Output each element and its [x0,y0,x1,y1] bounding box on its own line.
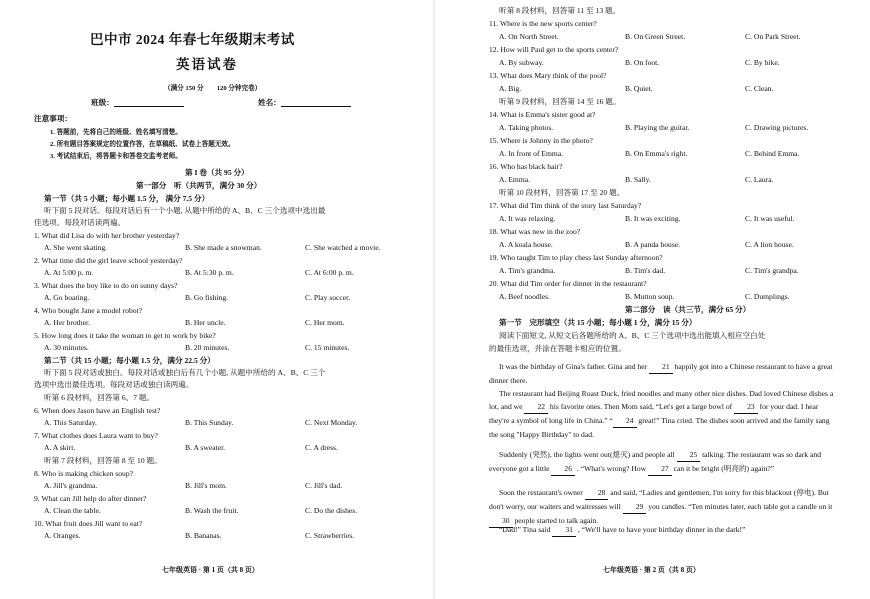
option-a[interactable]: A. Emma. [499,175,531,184]
cloze-blank-25[interactable]: 25 [677,448,701,462]
section1-instruction: 听下面 5 段对话。每段对话后有一个小题, 从题中所给的 A、B、C 三个选项中选出最 [44,206,326,215]
option-c[interactable]: C. Tim's grandpa. [745,266,799,275]
question: 13. What does Mary think of the pool? [489,71,607,80]
name-blank[interactable] [281,98,351,107]
option-b[interactable]: B. Go fishing. [185,293,229,302]
option-a[interactable]: A. She went skating. [44,243,108,252]
option-c[interactable]: C. Do the dishes. [305,506,358,515]
option-a[interactable]: A. Her brother. [44,318,90,327]
question: 7. What clothes does Laura want to buy? [34,431,158,440]
option-c[interactable]: C. Behind Emma. [745,149,800,158]
option-a[interactable]: A. Big. [499,84,522,93]
option-b[interactable]: B. Jill's mom. [185,481,227,490]
option-c[interactable]: C. She watched a movie. [305,243,381,252]
option-c[interactable]: C. By bike. [745,58,780,67]
cloze-paragraph: Suddenly (突然), the lights went out(熄灭) and people all 25 talking. The restaurant was so dark and everyone got a little 26 . “What's wrong? How 27 can it be bright (明亮的) again?” [489,448,839,476]
cloze-paragraph: “Dad!” Tina said 31 , “We'll have to have your birthday dinner in the dark!” [489,523,839,537]
option-b[interactable]: B. Playing the guitar. [625,123,690,132]
section3-title: 第一节 完形填空（共 15 小题；每小题 1 分，满分 15 分） [499,318,697,327]
option-b[interactable]: B. A panda house. [625,240,681,249]
note-item: 3. 考试结束后，将答题卡和答卷交监考老师。 [50,153,182,160]
option-b[interactable]: B. Wash the fruit. [185,506,239,515]
option-c[interactable]: C. Dumplings. [745,292,790,301]
question: 18. What was new in the zoo? [489,227,581,236]
section3-instruction: 的最佳选项，并涂在答题卡相应的位置。 [489,344,626,353]
part1-title: 第一部分 听（共两节，满分 30 分） [136,181,262,190]
name-field [258,98,351,107]
question: 4. Who bought Jane a model robot? [34,306,143,315]
option-b[interactable]: B. On Emma's right. [625,149,688,158]
option-b[interactable]: B. A sweater. [185,443,226,452]
option-c[interactable]: C. On Park Street. [745,32,801,41]
option-a[interactable]: A. Tim's grandma. [499,266,556,275]
cloze-blank-30[interactable]: 30 [489,514,513,528]
option-a[interactable]: A. 30 minutes. [44,343,89,352]
option-b[interactable]: B. Tim's dad. [625,266,666,275]
option-c[interactable]: C. A dress. [305,443,338,452]
option-c[interactable]: C. It was useful. [745,214,795,223]
option-b[interactable]: B. It was exciting. [625,214,681,223]
section2-title: 第二节（共 15 小题；每小题 1.5 分，满分 22.5 分） [44,356,215,365]
option-a[interactable]: A. Go boating. [44,293,90,302]
section1-instruction: 佳选项。每段对话读两遍。 [34,218,126,227]
class-blank[interactable] [114,98,184,107]
notes-title: 注意事项： [34,114,72,123]
section1-title: 第一节（共 5 小题；每小题 1.5 分， 满分 7.5 分） [44,194,210,203]
cloze-blank-21[interactable]: 21 [649,360,673,374]
question: 20. What did Tim order for dinner in the restaurant? [489,279,647,288]
listening-instruction: 听第 10 段材料，回答第 17 至 20 题。 [499,188,625,197]
cloze-blank-26[interactable]: 26 [551,462,575,476]
question: 3. What does the boy like to do on sunny days? [34,281,178,290]
cloze-blank-31[interactable]: 31 [552,523,576,537]
cloze-paragraph: Soon the restaurant's owner 28 and said, “Ladies and gentlemen, I'm sorry for this blackout (停电). But don't worry, our waiters and waitresses will 29 you candles. “Ten minutes later, each table got a candle on it 30 people started to talk again. [489,486,839,528]
question: 19. Who taught Tim to play chess last Sunday afternoon? [489,253,663,262]
cloze-blank-24[interactable]: 24 [613,414,637,428]
exam-subject-title: 英语试卷 [176,57,238,72]
question: 15. Where is Johnny in the photo? [489,136,593,145]
option-c[interactable]: C. Laura. [745,175,774,184]
option-a[interactable]: A. On North Street. [499,32,559,41]
option-c[interactable]: C. A lion house. [745,240,794,249]
option-c[interactable]: C. At 6:00 p. m. [305,268,354,277]
cloze-blank-23[interactable]: 23 [734,400,758,414]
option-b[interactable]: B. This Sunday. [185,418,234,427]
question: 14. What is Emma's sister good at? [489,110,596,119]
class-field [91,98,184,107]
listening-instruction: 听第 7 段材料，回答第 8 至 10 题。 [44,456,162,465]
option-b[interactable]: B. Her uncle. [185,318,226,327]
section2-instruction: 听下面 5 段对话或独白。每段对话或独白后有几个小题, 从题中所给的 A、B、C 三个 [44,368,326,377]
name-label: 姓名： [258,98,281,107]
note-item: 1. 答题前，先将自己的班级、姓名填写清楚。 [50,129,182,136]
question: 10. What fruit does Jill want to eat? [34,519,143,528]
option-c[interactable]: C. Her mom. [305,318,345,327]
option-c[interactable]: C. Clean. [745,84,774,93]
class-label: 班级： [91,98,114,107]
option-b[interactable]: B. Sally. [625,175,651,184]
option-b[interactable]: B. At 5:30 p. m. [185,268,234,277]
option-b[interactable]: B. Mutton soup. [625,292,675,301]
option-a[interactable]: A. Beef noodles. [499,292,551,301]
option-b[interactable]: B. Quiet. [625,84,653,93]
option-a[interactable]: A. In front of Emma. [499,149,564,158]
page-footer: 七年级英语 · 第 1 页（共 8 页） [162,566,259,574]
option-a[interactable]: A. This Saturday. [44,418,97,427]
question: 8. Who is making chicken soup? [34,469,133,478]
cloze-paragraph: It was the birthday of Gina's father. Gina and her 21 happily got into a Chinese restaurant to have a great dinner there. [489,362,833,385]
exam-title: 巴中市 2024 年春七年级期末考试 [90,32,295,47]
question: 6. When does Jason have an English test? [34,406,161,415]
cloze-blank-28[interactable]: 28 [585,486,609,500]
option-a[interactable]: A. Oranges. [44,531,81,540]
part2-title: 第二部分 读（共三节，满分 65 分） [625,305,751,314]
option-a[interactable]: A. By subway. [499,58,544,67]
option-c[interactable]: C. Strawberries. [305,531,355,540]
question: 9. What can Jill help do after dinner? [34,494,147,503]
cloze-blank-22[interactable]: 22 [524,400,548,414]
option-c[interactable]: C. Jill's dad. [305,481,343,490]
option-c[interactable]: C. Play soccer. [305,293,351,302]
option-a[interactable]: A. A skirt. [44,443,76,452]
note-item: 2. 所有题目答案规定的位置作答，在草稿纸、试卷上答题无效。 [50,141,235,148]
option-a[interactable]: A. Taking photos. [499,123,554,132]
option-a[interactable]: A. It was relaxing. [499,214,556,223]
option-b[interactable]: B. On foot. [625,58,660,67]
option-c[interactable]: C. Next Monday. [305,418,358,427]
question: 11. Where is the new sports center? [489,19,597,28]
option-a[interactable]: A. A koala house. [499,240,553,249]
option-a[interactable]: A. At 5:00 p. m. [44,268,94,277]
option-c[interactable]: C. 15 minutes. [305,343,350,352]
cloze-paragraph: The restaurant had Beijing Roast Duck, fried noodles and many other nice dishes. Dad loved Chinese dishes a lot, and we 22 his favorite ones. Then Mom said, “Let's get a large bowl of 23 for your dad. I hear they're a symbol of long life in China.” “ 24 great!” Tina cried. The dishes soon arrived and the family sang the song "Happy Birthday" to dad. [489,389,834,439]
question: 5. How long does it take the woman to get to work by bike? [34,331,216,340]
option-b[interactable]: B. 20 minutes. [185,343,230,352]
listening-instruction: 听第 9 段材料，回答第 14 至 16 题。 [499,97,621,106]
section2-instruction: 选项中选出最佳选项。每段对话或独白读两遍。 [34,380,194,389]
question: 2. What time did the girl leave school yesterday? [34,256,183,265]
cloze-blank-27[interactable]: 27 [648,462,672,476]
question: 1. What did Lisa do with her brother yesterday? [34,231,180,240]
option-a[interactable]: A. Clean the table. [44,506,101,515]
question: 16. Who has black hair? [489,162,563,171]
option-b[interactable]: B. She made a snowman. [185,243,262,252]
listening-instruction: 听第 8 段材料，回答第 11 至 13 题。 [499,6,621,15]
question: 17. What did Tim think of the story last Saturday? [489,201,642,210]
question: 12. How will Paul get to the sports center? [489,45,619,54]
page-2 [435,0,870,599]
option-b[interactable]: B. Bananas. [185,531,222,540]
option-a[interactable]: A. Jill's grandma. [44,481,98,490]
listening-instruction: 听第 6 段材料，回答第 6、7 题。 [44,393,155,402]
volume-title: 第 I 卷（共 95 分） [185,168,249,177]
option-b[interactable]: B. On Green Street. [625,32,686,41]
option-c[interactable]: C. Drawing pictures. [745,123,809,132]
page-footer: 七年级英语 · 第 2 页（共 8 页） [603,566,700,574]
cloze-blank-29[interactable]: 29 [623,500,647,514]
section3-instruction: 阅读下面短文, 从短文后各题所给的 A、B、C 三个选项中选出能填入相应空白处 [499,331,766,340]
exam-subtitle: （满分 150 分 120 分钟完卷） [164,85,262,92]
